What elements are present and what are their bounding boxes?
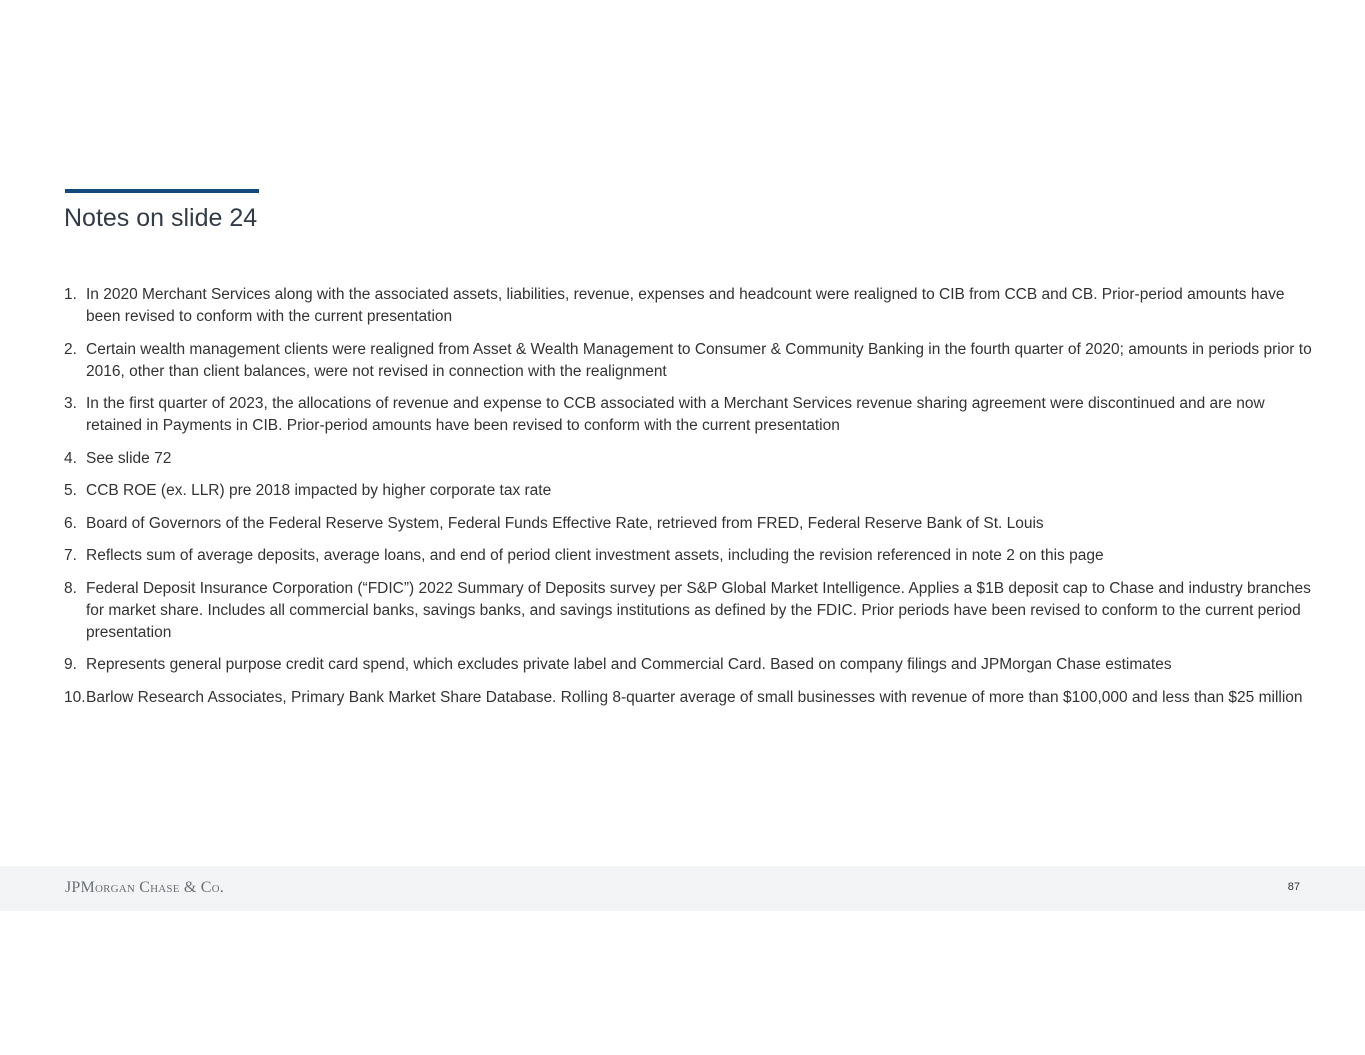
note-number: 9. — [64, 656, 77, 673]
note-text: Board of Governors of the Federal Reserve System, Federal Funds Effective Rate, retrieved from FRED, Federal Reserve Bank of St. Louis — [86, 514, 1044, 532]
note-item — [64, 448, 1314, 470]
page-title: Notes on slide 24 — [64, 204, 258, 232]
company-logo: JPMorgan Chase & Co. — [65, 879, 224, 896]
note-item — [64, 687, 1314, 709]
note-item — [64, 480, 1314, 502]
page-number: 87 — [1287, 881, 1300, 893]
note-number: 7. — [64, 547, 77, 564]
note-item — [64, 339, 1314, 383]
note-item — [64, 578, 1314, 644]
note-text: Certain wealth management clients were realigned from Asset & Wealth Management to Consumer & Community Banking in the fourth quarter of 2020; amounts in periods prior to 2016, other than client balances, were not revised in connection with the realignment — [86, 340, 1312, 380]
note-item — [64, 654, 1314, 676]
notes-list — [64, 284, 1314, 719]
note-text: CCB ROE (ex. LLR) pre 2018 impacted by higher corporate tax rate — [86, 482, 552, 499]
note-number: 5. — [64, 482, 77, 499]
note-text: In the first quarter of 2023, the allocations of revenue and expense to CCB associated with a Merchant Services revenue sharing agreement were discontinued and are now retained in Payments in CIB. Prior-period amounts have been revised to conform with the current presentation — [86, 395, 1265, 434]
note-number: 4. — [64, 449, 77, 467]
note-text: Represents general purpose credit card spend, which excludes private label and Commercial Card. Based on company filings and JPMorgan Chase estimates — [86, 656, 1172, 673]
note-text: See slide 72 — [86, 449, 172, 467]
note-text: In 2020 Merchant Services along with the associated assets, liabilities, revenue, expenses and headcount were realigned to CIB from CCB and CB. Prior-period amounts have been revised to conform with the current presentation — [86, 286, 1285, 325]
note-item — [64, 513, 1314, 535]
note-text: Reflects sum of average deposits, average loans, and end of period client investment assets, including the revision referenced in note 2 on this page — [86, 547, 1104, 564]
note-number: 6. — [64, 514, 77, 532]
note-number: 8. — [64, 579, 77, 597]
note-number: 1. — [64, 286, 77, 303]
note-item — [64, 284, 1314, 328]
note-item — [64, 545, 1314, 567]
note-number: 2. — [64, 340, 77, 358]
footer — [0, 866, 1365, 911]
note-text: Federal Deposit Insurance Corporation (“FDIC”) 2022 Summary of Deposits survey per S&P Global Market Intelligence. Applies a $1B deposit cap to Chase and industry branches for market share. Includes all commercial banks, savings banks, and savings institutions as defined by the FDIC. Prior periods have been revised to conform to the current period presentation — [86, 579, 1311, 641]
note-text: Barlow Research Associates, Primary Bank Market Share Database. Rolling 8-quarter average of small businesses with revenue of more than $100,000 and less than $25 million — [86, 688, 1303, 706]
note-number: 3. — [64, 395, 77, 412]
note-item — [64, 393, 1314, 437]
title-accent-bar — [65, 189, 259, 193]
note-number: 10. — [64, 688, 86, 706]
